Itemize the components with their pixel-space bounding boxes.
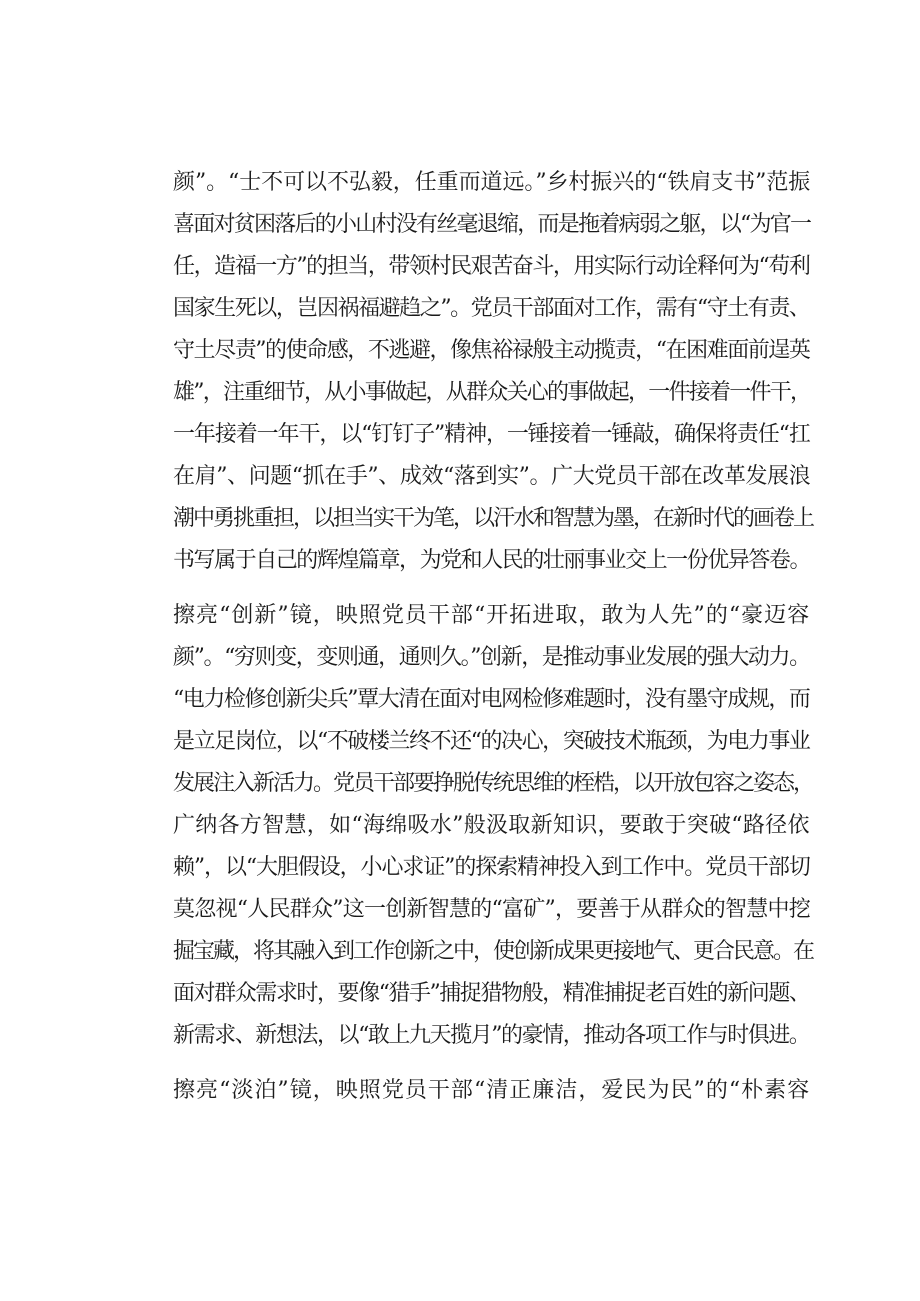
text-line: 颜”。“穷则变，变则通，通则久。”创新，是推动事业发展的强大动力。 — [173, 645, 810, 670]
text-line: 莫忽视“人民群众”这一创新智慧的“富矿”，要善于从群众的智慧中挖 — [173, 897, 810, 922]
text-line: 广纳各方智慧，如“海绵吸水”般汲取新知识，要敢于突破“路径依 — [173, 813, 810, 838]
text-line: 新需求、新想法，以“敢上九天揽月”的豪情，推动各项工作与时俱进。 — [173, 1023, 810, 1048]
text-line: “电力检修创新尖兵”覃大清在面对电网检修难题时，没有墨守成规，而 — [173, 687, 810, 712]
text-line: 喜面对贫困落后的小山村没有丝毫退缩，而是拖着病弱之躯，以“为官一 — [173, 212, 811, 237]
paragraph-start-line: 擦亮“创新”镜，映照党员干部“开拓进取，敢为人先”的“豪迈容 — [173, 603, 811, 628]
text-line: 是立足岗位，以“不破楼兰终不还“的决心，突破技术瓶颈，为电力事业 — [173, 729, 810, 754]
paragraph-start-line: 擦亮“淡泊”镜，映照党员干部“清正廉洁，爱民为民”的“朴素容 — [173, 1078, 811, 1103]
text-line: 发展注入新活力。党员干部要挣脱传统思维的桎梏，以开放包容之姿态， — [173, 771, 814, 796]
text-line: 守土尽责”的使命感，不逃避，像焦裕禄般主动揽责，“在困难面前逞英 — [173, 338, 810, 363]
text-line: 任，造福一方”的担当，带领村民艰苦奋斗，用实际行动诠释何为“苟利 — [173, 254, 810, 279]
text-line: 潮中勇挑重担，以担当实干为笔，以汗水和智慧为墨，在新时代的画卷上 — [173, 506, 814, 531]
text-line: 一年接着一年干，以“钉钉子”精神，一锤接着一锤敲，确保将责任“扛 — [173, 422, 810, 447]
text-line: 在肩”、问题“抓在手”、成效“落到实”。广大党员干部在改革发展浪 — [173, 464, 811, 489]
text-line: 赖”，以“大胆假设，小心求证”的探索精神投入到工作中。党员干部切 — [173, 855, 810, 880]
text-line: 国家生死以，岂因祸福避趋之”。党员干部面对工作，需有“守土有责、 — [173, 296, 810, 321]
text-line: 面对群众需求时，要像“猎手”捕捉猎物般，精准捕捉老百姓的新问题、 — [173, 981, 810, 1006]
text-line: 书写属于自己的辉煌篇章，为党和人民的壮丽事业交上一份优异答卷。 — [173, 548, 811, 573]
text-line: 掘宝藏，将其融入到工作创新之中，使创新成果更接地气、更合民意。在 — [173, 939, 814, 964]
text-line: 雄”，注重细节，从小事做起，从群众关心的事做起，一件接着一件干， — [173, 380, 811, 405]
text-line: 颜”。“士不可以不弘毅，任重而道远。”乡村振兴的“铁肩支书”范振 — [173, 170, 811, 195]
